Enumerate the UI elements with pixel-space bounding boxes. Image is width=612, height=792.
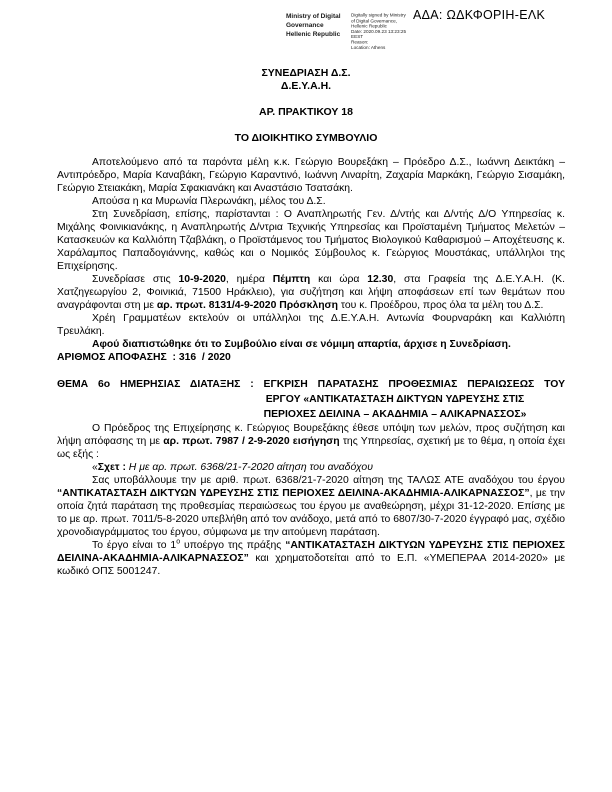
invitation-protocol-number: αρ. πρωτ. 8131/4-9-2020 Πρόσκληση bbox=[156, 300, 339, 311]
meeting-text: , στα Γραφεία της Δ.Ε.Υ.Α.Η. (Κ. Χατζηγεωργίου 2, Φοινικιά, 71500 Ηράκλειο), για συζήτηση και λήψη αποφάσεων επί των θεμάτων που αναγράφονται στη με bbox=[57, 274, 565, 311]
stamp-details bbox=[351, 13, 411, 53]
project-text: Το έργο είναι το 1 bbox=[92, 540, 177, 551]
stamp-detail-line: Reason: bbox=[351, 39, 369, 45]
agenda-item-title bbox=[57, 377, 565, 422]
submission-text: Σας υποβάλλουμε την με αριθ. πρωτ. 6368/21-7-2020 αίτηση της ΤΑΛΩΣ ΑΤΕ αναδόχου του έργου bbox=[92, 475, 565, 486]
project-funding-text: και χρηματοδοτείται από το Ε.Π. «ΥΜΕΠΕΡΑΑ 2014-2020» με κωδικό ΟΠΣ 5001247. bbox=[57, 553, 565, 577]
header-company-name: Δ.Ε.Υ.Α.Η. bbox=[280, 80, 332, 92]
chairman-text: Ο Πρόεδρος της Επιχείρησης κ. Γεώργιος Βουρεξάκης έθεσε υπόψη των μελών, προς συζήτηση και λήψη απόφασης τη με bbox=[57, 423, 565, 447]
paragraph-quorum: Αφού διαπιστώθηκε ότι το Συμβούλιο είναι σε νόμιμη απαρτία, άρχισε η Συνεδρίαση. bbox=[92, 339, 511, 350]
chairman-text: της Υπηρεσίας, σχετική με το θέμα, η οποία έχει ως εξής : bbox=[57, 436, 566, 460]
agenda-item-line: ΘΕΜΑ 6ο ΗΜΕΡΗΣΙΑΣ ΔΙΑΤΑΞΗΣ : ΕΓΚΡΙΣΗ ΠΑΡΑΤΑΣΗΣ ΠΡΟΘΕΣΜΙΑΣ ΠΕΡΑΙΩΣΕΩΣ ΤΟΥ bbox=[57, 379, 565, 390]
meeting-text: και ώρα bbox=[310, 274, 368, 285]
digital-signature-stamp bbox=[286, 13, 411, 53]
stamp-detail-line: Date: 2020.09.23 13:23:25 bbox=[351, 28, 407, 34]
recommendation-protocol-number: αρ. πρωτ. 7987 / 2-9-2020 εισήγηση bbox=[163, 436, 340, 447]
stamp-detail-line: Hellenic Republic bbox=[351, 23, 387, 29]
paragraph-attendees: Στη Συνεδρίαση, επίσης, παρίστανται : Ο Αναπληρωτής Γεν. Δ/ντής και Δ/ντής Δ/Ο Υπηρεσίας κ. Μιχάλης Φοινικιανάκης, η Αναπληρωτής Δ/ντρια Τεχνικής Υπηρεσίας και Προϊσταμένη Τμήματος Μελετών – Κατασκευών κα Καλλιόπη Τζαβλάκη, ο Προϊστάμενος του Τμήματος Βιολογικού Καθαρισμού – Αποχέτευσης κ. Χαράλαμπος Παπαδογιάννης, καθώς και ο Νομικός Σύμβουλος κ. Γεώργιος Μουστάκας, υπάλληλοι της Επιχείρησης. bbox=[57, 209, 565, 272]
stamp-detail-line: of Digital Governance, bbox=[351, 17, 398, 24]
paragraph-absent-member: Απούσα η κα Μυρωνία Πλερωνάκη, μέλος του Δ.Σ. bbox=[92, 196, 326, 207]
reference-open-quote: « bbox=[92, 462, 98, 473]
reference-label: Σχετ : bbox=[97, 462, 126, 473]
meeting-day: Πέμπτη bbox=[272, 274, 311, 285]
meeting-time: 12.30 bbox=[367, 274, 394, 285]
stamp-detail-line: Location: Athens bbox=[351, 44, 386, 50]
agenda-item-line: ΠΕΡΙΟΧΕΣ ΔΕΙΛΙΝΑ – ΑΚΑΔΗΜΙΑ – ΑΛΙΚΑΡΝΑΣΣΟΣ» bbox=[263, 409, 527, 420]
paragraph-project-funding bbox=[57, 539, 565, 578]
project-title: “ΑΝΤΙΚΑΤΑΣΤΑΣΗ ΔΙΚΤΥΩΝ ΥΔΡΕΥΣΗΣ ΣΤΙΣ ΠΕΡΙΟΧΕΣ ΔΕΙΛΙΝΑ-ΑΚΑΔΗΜΙΑ-ΑΛΙΚΑΡΝΑΣΣΟΣ” bbox=[57, 488, 530, 499]
meeting-text: του κ. Προέδρου, προς όλα τα μέλη του Δ.Σ. bbox=[338, 300, 544, 311]
header-session-title: ΣΥΝΕΔΡΙΑΣΗ Δ.Σ. bbox=[261, 67, 351, 79]
ada-number: ΑΔΑ: ΩΔΚΦΟΡΙΗ-ΕΛΚ bbox=[413, 8, 546, 22]
ordinal-superscript: ο bbox=[176, 538, 181, 546]
document-body bbox=[57, 156, 565, 578]
meeting-text: , ημέρα bbox=[225, 274, 273, 285]
paragraph-chairman-intro bbox=[57, 422, 565, 461]
project-title: “ΑΝΤΙΚΑΤΑΣΤΑΣΗ ΔΙΚΤΥΩΝ ΥΔΡΕΥΣΗΣ ΣΤΙΣ ΠΕΡΙΟΧΕΣ ΔΕΙΛΙΝΑ-ΑΚΑΔΗΜΙΑ-ΑΛΙΚΑΡΝΑΣΣΟΣ” bbox=[57, 540, 566, 564]
meeting-date: 10-9-2020 bbox=[178, 274, 226, 285]
paragraph-reference bbox=[57, 461, 565, 474]
stamp-authority-line: Ministry of Digital bbox=[286, 13, 341, 20]
paragraph-members: Αποτελούμενο από τα παρόντα μέλη κ.κ. Γεώργιο Βουρεξάκη – Πρόεδρο Δ.Σ., Ιωάννη Δεικτάκη – Αντιπρόεδρο, Μαρία Καναβάκη, Γεώργιο Καραντινό, Ιωάννη Λιναρίτη, Ζαχαρία Μαρκάκη, Γεώργιο Σισαμάκη, Γεώργιο Στειακάκη, Μαρία Σφακιανάκη και Αναστάσιο Τσατσάκη. bbox=[57, 157, 565, 194]
project-text: υποέργο της πράξης bbox=[180, 540, 286, 551]
stamp-authority bbox=[286, 13, 346, 39]
meeting-text: Συνεδρίασε στις bbox=[92, 274, 179, 285]
submission-text: , με την οποία ζητά παράταση της προθεσμίας περαιώσεως του έργου με αναθεώρηση, μέχρι 31-12-2020. Επίσης με το με αρ. πρωτ. 7011/5-8-2020 υπεβλήθη από τον ανάδοχο, μετά από το 6807/30-7-2020 έγγραφό μας, σχέδιο χρονοδιαγράμματος του έργου, σύμφωνα με την αιτούμενη παράταση. bbox=[57, 488, 565, 538]
header-minutes-number: ΑΡ. ΠΡΑΚΤΙΚΟΥ 18 bbox=[259, 106, 353, 118]
paragraph-secretaries: Χρέη Γραμματέων εκτελούν οι υπάλληλοι της Δ.Ε.Υ.Α.Η. Αντωνία Φουρναράκη και Καλλιόπη Τρευλάκη. bbox=[57, 313, 565, 337]
paragraph-contractor-request bbox=[57, 474, 565, 539]
stamp-authority-line: Governance bbox=[286, 21, 324, 29]
decision-number: ΑΡΙΘΜΟΣ ΑΠΟΦΑΣΗΣ : 316 / 2020 bbox=[57, 352, 231, 363]
paragraph-meeting-details bbox=[57, 273, 565, 312]
stamp-detail-line: Digitally signed by Ministry bbox=[351, 13, 406, 18]
stamp-authority-line: Hellenic Republic bbox=[286, 30, 341, 38]
stamp-detail-line: EEST bbox=[351, 33, 364, 40]
reference-text: Η με αρ. πρωτ. 6368/21-7-2020 αίτηση του αναδόχου bbox=[125, 462, 373, 473]
header-board-title: ΤΟ ΔΙΟΙΚΗΤΙΚΟ ΣΥΜΒΟΥΛΙΟ bbox=[234, 132, 378, 144]
agenda-item-line: ΕΡΓΟΥ «ΑΝΤΙΚΑΤΑΣΤΑΣΗ ΔΙΚΤΥΩΝ ΥΔΡΕΥΣΗΣ ΣΤΙΣ bbox=[265, 394, 525, 405]
